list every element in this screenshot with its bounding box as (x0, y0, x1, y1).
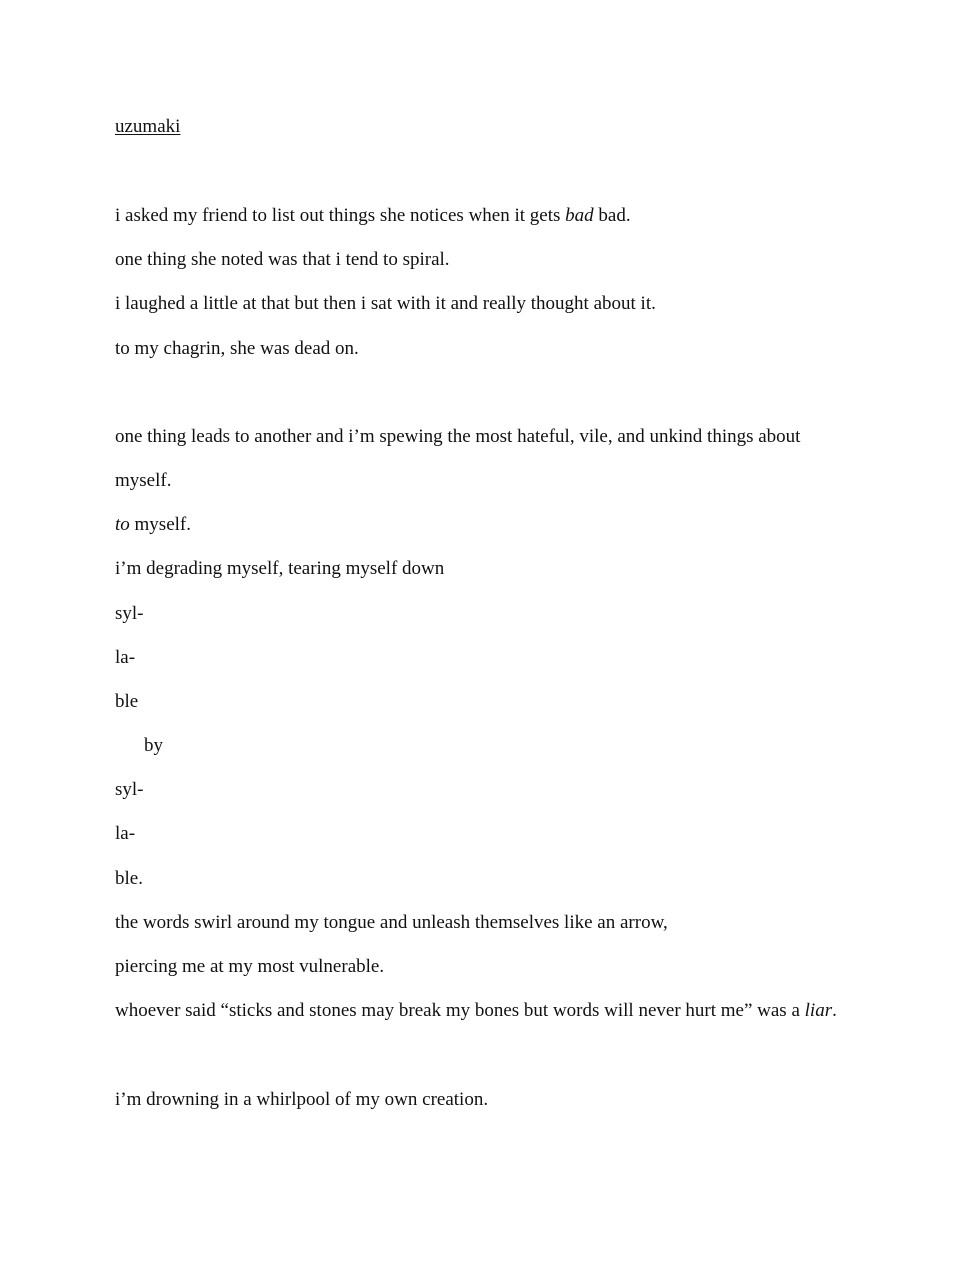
emphasis-text: liar (804, 1000, 833, 1021)
emphasis-text: bad (565, 205, 594, 226)
text-span: myself. (129, 514, 191, 535)
poem-line: i’m degrading myself, tearing myself down (115, 558, 445, 579)
syllable-line: by (144, 735, 163, 756)
poem-title: uzumaki (115, 116, 181, 137)
emphasis-text: to (115, 514, 130, 535)
poem-line (115, 1000, 837, 1022)
poem-line: myself. (115, 470, 172, 491)
syllable-line: syl- (115, 779, 144, 800)
syllable-line: ble (115, 691, 139, 712)
text-span: i asked my friend to list out things she notices when it gets (115, 205, 566, 226)
poem-line: the words swirl around my tongue and unleash themselves like an arrow, (115, 912, 668, 933)
poem-line (115, 514, 191, 536)
syllable-line: la- (115, 647, 136, 668)
poem-line (115, 205, 631, 227)
syllable-line: ble. (115, 868, 143, 889)
poem-line: one thing she noted was that i tend to spiral. (115, 249, 450, 270)
text-span: . (832, 1000, 837, 1021)
text-span: bad. (593, 205, 631, 226)
poem-line: piercing me at my most vulnerable. (115, 956, 385, 977)
syllable-line: la- (115, 823, 136, 844)
poem-line: one thing leads to another and i’m spewing the most hateful, vile, and unkind things about (115, 426, 801, 447)
syllable-line: syl- (115, 603, 144, 624)
poem-line: i’m drowning in a whirlpool of my own creation. (115, 1089, 489, 1110)
poem-line: to my chagrin, she was dead on. (115, 338, 359, 359)
poem-line: i laughed a little at that but then i sat with it and really thought about it. (115, 293, 656, 314)
text-span: whoever said “sticks and stones may break my bones but words will never hurt me” was a (115, 1000, 805, 1021)
